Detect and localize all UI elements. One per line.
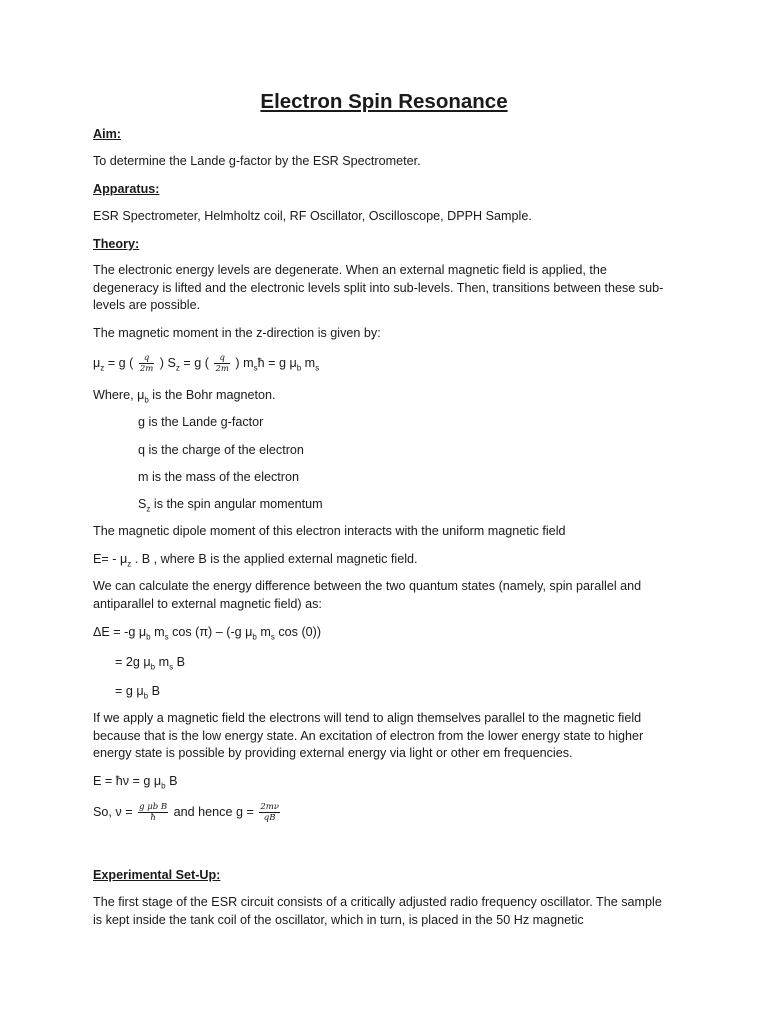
apparatus-text: ESR Spectrometer, Helmholtz coil, RF Oscillator, Oscilloscope, DPPH Sample. [93, 209, 532, 223]
document-title: Electron Spin Resonance [260, 90, 508, 113]
fraction-2mv-over-qb: $\frac{2m\nu}{qB}$ [260, 802, 279, 824]
setup-text: The first stage of the ESR circuit consists of a critically adjusted radio frequency oscillator. The sample is kept inside the tank coil of the oscillator, which in turn, is placed in the 50 Hz magnetic [93, 895, 662, 927]
fraction-q-over-2m: $\frac{q}{2m}$ [139, 353, 154, 375]
where-bohr-magneton: Where, $\mu_b$ is the Bohr magneton. [93, 388, 276, 405]
equation-delta-e-step-3: = g $\mu_b$ B [115, 684, 160, 701]
fraction-q-over-2m: $\frac{q}{2m}$ [215, 353, 229, 375]
definition-sz: $S_z$ is the spin angular momentum [138, 497, 323, 514]
theory-paragraph-3: The magnetic dipole moment of this electron interacts with the uniform magnetic field [93, 524, 566, 538]
theory-paragraph-4: We can calculate the energy difference between the two quantum states (namely, spin parallel and antiparallel to external magnetic field) as: [93, 579, 642, 611]
aim-text: To determine the Lande g-factor by the ESR Spectrometer. [93, 154, 421, 168]
definition-q: q is the charge of the electron [138, 443, 304, 457]
equation-delta-e: ΔE = -g $\mu_b$ $m_s$ cos (π) – (-g $\mu_b$ $m_s$ cos (0)) [93, 625, 322, 642]
setup-heading: Experimental Set-Up: [93, 868, 221, 882]
theory-paragraph-2: The magnetic moment in the z-direction is given by: [93, 326, 381, 340]
equation-magnetic-moment: $\mu_z = g$ ( $\frac{q}{2m}$ ) $S_z = g$ ( $\frac{q}{2m}$ ) $m_sħ = g$ $\mu_b$ $m_s$ [93, 353, 320, 375]
theory-heading: Theory: [93, 237, 140, 251]
definition-g: g is the Lande g-factor [138, 415, 264, 429]
equation-frequency-and-g: So, ν = $\frac{\text{g μb B}}{ħ}$ and hence g = $\frac{2m\nu}{qB}$ [93, 802, 279, 824]
equation-delta-e-step-2: = 2g $\mu_b$ $m_s$ B [115, 655, 185, 672]
equation-energy: $E= - \mu_z$ . B , where B is the applied external magnetic field. [93, 552, 418, 569]
apparatus-heading: Apparatus: [93, 182, 160, 196]
theory-paragraph-1: The electronic energy levels are degenerate. When an external magnetic field is applied, the degeneracy is lifted and the electronic levels split into sub-levels. Then, transitions between these sub-levels are possible. [93, 263, 664, 312]
theory-paragraph-5: If we apply a magnetic field the electrons will tend to align themselves parallel to the magnetic field because that is the low energy state. An excitation of electron from the lower energy state to higher energy state is possible by providing external energy via light or other em frequencies. [93, 711, 644, 760]
fraction-gmub-b-over-hbar: $\frac{\text{g μb B}}{ħ}$ [139, 802, 168, 824]
aim-heading: Aim: [93, 127, 121, 141]
equation-photon-energy: E = ħν = g $\mu_b$ B [93, 774, 178, 791]
definition-m: m is the mass of the electron [138, 470, 299, 484]
